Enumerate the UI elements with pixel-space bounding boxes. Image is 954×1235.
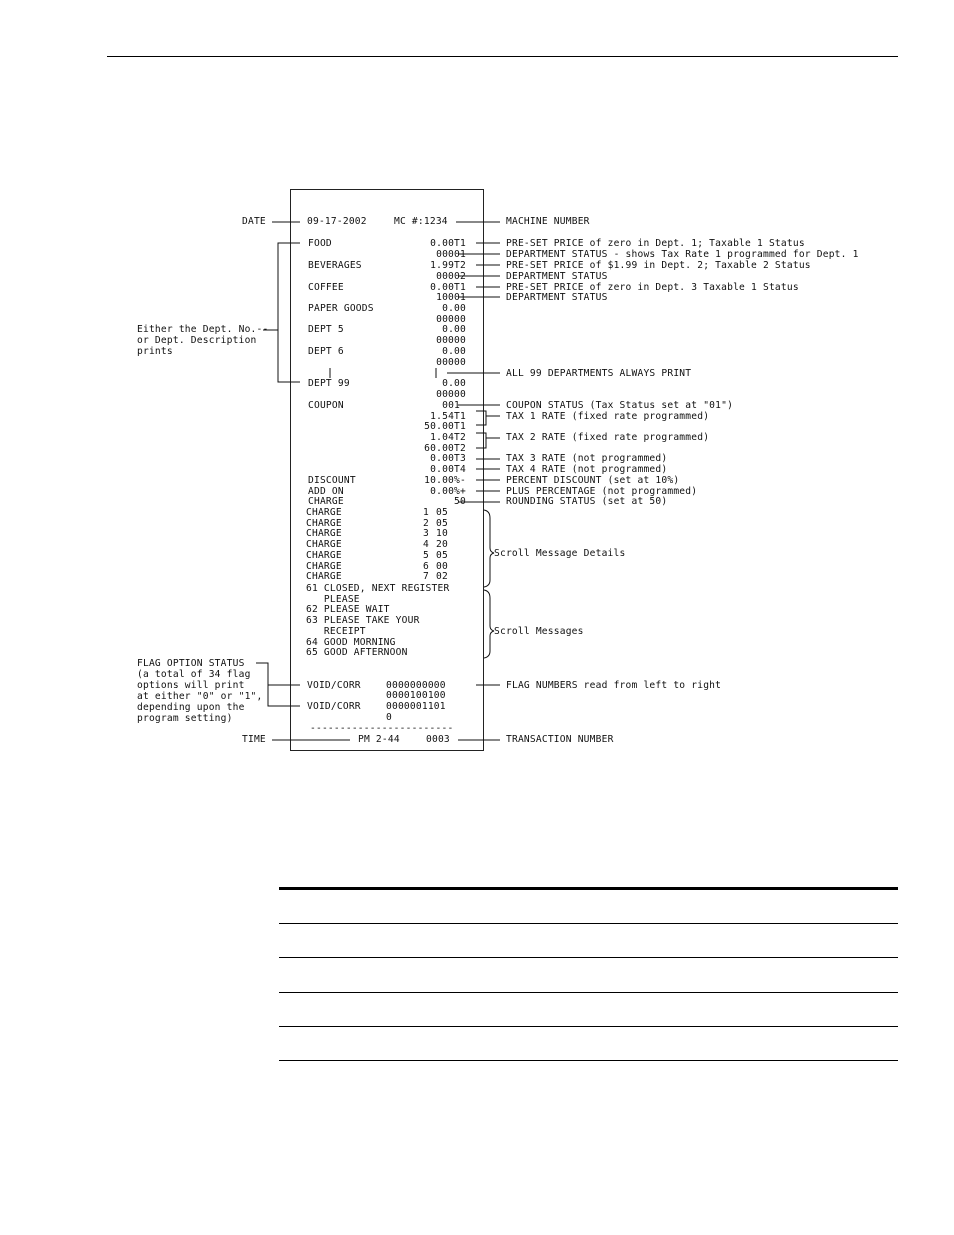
- receipt-dept-value: 60.00T2: [424, 443, 466, 454]
- table-top-rule: [279, 887, 898, 890]
- receipt-message-line: 61 CLOSED, NEXT REGISTER: [306, 583, 450, 594]
- receipt-dept-value: 00000: [436, 357, 466, 368]
- receipt-dept-label: DEPT 5: [308, 324, 344, 335]
- receipt-dept-label: BEVERAGES: [308, 260, 362, 271]
- label-dept-line2: or Dept. Description: [137, 335, 257, 346]
- table-rule: [279, 1060, 898, 1061]
- table-rule: [279, 957, 898, 958]
- receipt-charge-code: 05: [436, 517, 448, 529]
- label-flag-line1: FLAG OPTION STATUS: [137, 658, 245, 669]
- receipt-dept-value: 0.00: [442, 324, 466, 335]
- receipt-dashes: ------------------------: [310, 723, 454, 734]
- receipt-charge-number: 6: [423, 560, 429, 572]
- receipt-charge-number: 3: [423, 528, 429, 540]
- receipt-charge-number: 4: [423, 539, 429, 551]
- right-annotation: PERCENT DISCOUNT (set at 10%): [506, 475, 680, 486]
- receipt-charge-label: CHARGE: [306, 539, 342, 551]
- receipt-dept-value: 00001: [436, 249, 466, 260]
- receipt-charge-number: 2: [423, 517, 429, 529]
- receipt-dept-value: 0.00T3: [430, 453, 466, 464]
- right-annotation: DEPARTMENT STATUS: [506, 292, 608, 303]
- receipt-dept-value: 0.00: [442, 346, 466, 357]
- label-transaction-number: TRANSACTION NUMBER: [506, 734, 614, 745]
- receipt-date: 09-17-2002: [307, 216, 367, 227]
- label-flag-line2: (a total of 34 flag: [137, 669, 251, 680]
- right-annotation: DEPARTMENT STATUS - shows Tax Rate 1 programmed for Dept. 1: [506, 249, 859, 260]
- receipt-dept-value: 001-: [442, 400, 466, 411]
- receipt-charge-code: 00: [436, 560, 448, 572]
- right-annotation: PLUS PERCENTAGE (not programmed): [506, 486, 698, 497]
- right-annotation: DEPARTMENT STATUS: [506, 271, 608, 282]
- receipt-dept-value: 0.00%+: [430, 486, 466, 497]
- right-annotation: TAX 2 RATE (fixed rate programmed): [506, 432, 710, 443]
- label-flag-line6: program setting): [137, 713, 233, 724]
- label-flag-line4: at either "0" or "1",: [137, 691, 263, 702]
- receipt-dept-label: DEPT 99: [308, 378, 350, 389]
- label-dept-line1: Either the Dept. No.--: [137, 324, 269, 335]
- receipt-dept-value: 0.00T4: [430, 464, 466, 475]
- receipt-charge-code: 10: [436, 528, 448, 540]
- right-annotation: TAX 3 RATE (not programmed): [506, 453, 668, 464]
- receipt-dept-label: COFFEE: [308, 282, 344, 293]
- right-annotation: PRE-SET PRICE of $1.99 in Dept. 2; Taxable 2 Status: [506, 260, 811, 271]
- receipt-dept-value: 50.00T1: [424, 421, 466, 432]
- right-annotation: TAX 1 RATE (fixed rate programmed): [506, 411, 710, 422]
- receipt-time: PM 2-44: [358, 734, 400, 745]
- right-annotation: PRE-SET PRICE of zero in Dept. 1; Taxable 1 Status: [506, 238, 805, 249]
- receipt-message-line: 65 GOOD AFTERNOON: [306, 647, 408, 659]
- label-date: DATE: [242, 216, 266, 227]
- receipt-charge-number: 7: [423, 571, 429, 583]
- receipt-dept-value: 00000: [436, 335, 466, 346]
- receipt-dept-label: DISCOUNT: [308, 475, 356, 486]
- label-flag-line3: options will print: [137, 680, 245, 691]
- label-flag-numbers: FLAG NUMBERS read from left to right: [506, 680, 722, 691]
- receipt-dept-value: 1.54T1: [430, 411, 466, 422]
- right-annotation: TAX 4 RATE (not programmed): [506, 464, 668, 475]
- receipt-flag-value: 0000100100: [386, 690, 446, 701]
- receipt-dept-label: CHARGE: [308, 496, 344, 507]
- receipt-charge-number: 5: [423, 549, 429, 561]
- table-rule: [279, 992, 898, 993]
- receipt-dept-value: 0.00: [442, 303, 466, 314]
- receipt-dept-value: 0.00T1: [430, 282, 466, 293]
- receipt-charge-code: 20: [436, 539, 448, 551]
- receipt-charge-number: 1: [423, 507, 429, 518]
- label-scroll-details: Scroll Message Details: [494, 548, 626, 559]
- receipt-flag-value: 0000000000: [386, 680, 446, 691]
- right-annotation: ALL 99 DEPARTMENTS ALWAYS PRINT: [506, 368, 692, 379]
- table-rule: [279, 923, 898, 924]
- right-annotation: ROUNDING STATUS (set at 50): [506, 496, 668, 507]
- receipt-flag-value: 0000001101: [386, 701, 446, 712]
- receipt-flag-value: 0: [386, 712, 392, 723]
- receipt-dept-label: FOOD: [308, 238, 332, 249]
- receipt-charge-label: CHARGE: [306, 560, 342, 572]
- receipt-flag-label: VOID/CORR: [307, 701, 361, 712]
- receipt-dept-label: ADD ON: [308, 486, 344, 497]
- receipt-dept-value: 1.04T2: [430, 432, 466, 443]
- receipt-transaction: 0003: [426, 734, 450, 745]
- receipt-machine-number: MC #:1234: [394, 216, 448, 227]
- receipt-flag-label: VOID/CORR: [307, 680, 361, 691]
- right-annotation: COUPON STATUS (Tax Status set at "01"): [506, 400, 734, 411]
- receipt-message-line: 63 PLEASE TAKE YOUR: [306, 615, 420, 627]
- right-annotation: PRE-SET PRICE of zero in Dept. 3 Taxable 1 Status: [506, 282, 799, 293]
- receipt-message-line: 64 GOOD MORNING: [306, 636, 396, 648]
- table-rule: [279, 1026, 898, 1027]
- receipt-charge-label: CHARGE: [306, 517, 342, 529]
- receipt-dept-label: DEPT 6: [308, 346, 344, 357]
- receipt-charge-code: 05: [436, 549, 448, 561]
- receipt-dept-value: 50: [454, 496, 466, 507]
- receipt-dept-value: 00000: [436, 389, 466, 400]
- receipt-dept-value: 10.00%-: [424, 475, 466, 486]
- receipt-dept-value: 1.99T2: [430, 260, 466, 271]
- receipt-message-line: 62 PLEASE WAIT: [306, 604, 390, 616]
- receipt-dept-value: 0.00T1: [430, 238, 466, 249]
- receipt-charge-code: 02: [436, 571, 448, 583]
- receipt-charge-code: 05: [436, 507, 448, 518]
- receipt-charge-label: CHARGE: [306, 571, 342, 583]
- receipt-dept-value: 10001: [436, 292, 466, 303]
- label-scroll-messages: Scroll Messages: [494, 626, 584, 637]
- receipt-dept-value: 00002: [436, 271, 466, 282]
- receipt-dept-label: COUPON: [308, 400, 344, 411]
- label-dept-line3: prints: [137, 346, 173, 357]
- receipt-charge-label: CHARGE: [306, 507, 342, 518]
- receipt-dept-label: PAPER GOODS: [308, 303, 374, 314]
- receipt-message-line: RECEIPT: [306, 625, 366, 637]
- receipt-charge-label: CHARGE: [306, 549, 342, 561]
- label-machine-number: MACHINE NUMBER: [506, 216, 590, 227]
- receipt-dept-value: 00000: [436, 314, 466, 325]
- receipt-dept-value: 0.00: [442, 378, 466, 389]
- label-time: TIME: [242, 734, 266, 745]
- receipt-message-line: PLEASE: [306, 593, 360, 605]
- receipt-charge-label: CHARGE: [306, 528, 342, 540]
- label-flag-line5: depending upon the: [137, 702, 245, 713]
